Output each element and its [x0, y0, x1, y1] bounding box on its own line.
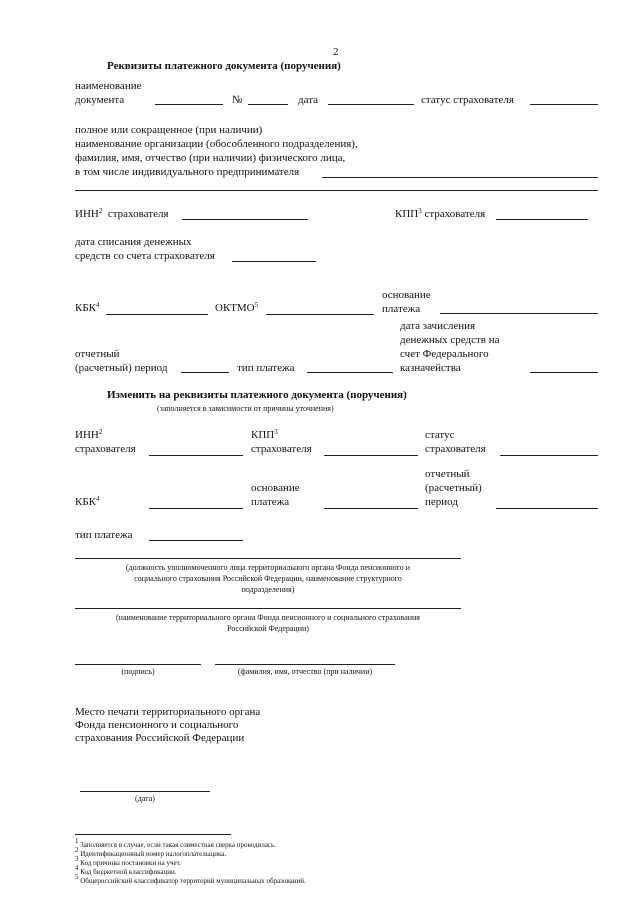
new-paytype-field[interactable]: [149, 540, 243, 541]
footnote-item: [75, 864, 177, 877]
inn-label: ИНН$^2$ страхователя: [75, 207, 169, 220]
new-status-label-1: статус: [425, 429, 455, 441]
debit-date-label-1: дата списания денежных: [75, 236, 192, 248]
page-number: 2: [333, 46, 339, 58]
kpp-label: КПП$^3$ страхователя: [395, 207, 486, 220]
new-status-field[interactable]: [500, 455, 598, 456]
footnote-separator: [75, 834, 231, 835]
footnote-number: 2: [75, 846, 79, 854]
doc-name-label-2: документа: [75, 94, 125, 106]
inn-field[interactable]: [182, 219, 308, 220]
new-basis-label-2: платежа: [251, 496, 290, 508]
footnote-text: Общероссийский классификатор территорий муниципальных образований.: [78, 877, 306, 885]
new-period-label-3: период: [425, 496, 458, 508]
footnote-item: [75, 837, 276, 850]
credit-date-label-2: денежных средств на: [400, 334, 500, 346]
basis-label-2: платежа: [382, 303, 421, 315]
footnote-item: [75, 846, 227, 859]
organ-caption-1: (наименование территориального органа Фонда пенсионного и социального страхования: [116, 613, 420, 622]
signature-field[interactable]: [75, 664, 201, 665]
footnote-number: 3: [75, 855, 79, 863]
new-inn-field[interactable]: [149, 455, 243, 456]
period-field[interactable]: [181, 372, 229, 373]
oktmo-label: ОКТМО$^5$: [215, 301, 259, 314]
org-label-4: в том числе индивидуального предпринимателя: [75, 166, 300, 178]
new-kpp-label: КПП$^3$: [251, 428, 278, 441]
sign-date-caption: (дата): [135, 794, 155, 803]
credit-date-label-1: дата зачисления: [400, 320, 476, 332]
position-caption-1: (должность уполномоченного лица территориального органа Фонда пенсионного и: [125, 563, 411, 572]
position-caption-2: социального страхования Российской Федерации, наименование структурного: [134, 574, 402, 583]
new-kpp-field[interactable]: [324, 455, 418, 456]
organ-caption-2: Российской Федерации): [227, 624, 309, 633]
footnote-item: [75, 855, 181, 868]
new-period-label-1: отчетный: [425, 468, 470, 480]
date-field[interactable]: [328, 104, 414, 105]
paytype-field[interactable]: [307, 372, 393, 373]
number-label: №: [232, 94, 243, 106]
organ-field[interactable]: [75, 608, 461, 609]
paytype-label: тип платежа: [237, 362, 295, 374]
kbk-field[interactable]: [106, 314, 208, 315]
position-field[interactable]: [75, 558, 461, 559]
footnote-number: 4: [75, 864, 79, 872]
new-inn-label-2: страхователя: [75, 443, 136, 455]
org-label-1: полное или сокращенное (при наличии): [75, 124, 263, 136]
new-kpp-label-2: страхователя: [251, 443, 312, 455]
doc-name-field[interactable]: [155, 104, 223, 105]
stamp-label-3: страхования Российской Федерации: [75, 732, 245, 744]
section2-subtitle: (заполняется в зависимости от причины уточнения): [157, 404, 334, 413]
basis-label-1: основание: [382, 289, 431, 301]
kbk-label: КБК$^4$: [75, 301, 100, 314]
footnote-text: Код причины постановки на учет.: [78, 859, 181, 867]
org-label-2: наименование организации (обособленного подразделения),: [75, 138, 358, 150]
footnote-text: Код бюджетной классификации.: [78, 868, 177, 876]
footnote-number: 1: [75, 837, 79, 845]
oktmo-field[interactable]: [266, 314, 374, 315]
new-period-label-2: (расчетный): [425, 482, 482, 494]
basis-field[interactable]: [440, 313, 598, 314]
sign-date-field[interactable]: [80, 791, 210, 792]
org-field[interactable]: [322, 177, 598, 178]
new-basis-field[interactable]: [324, 508, 418, 509]
footnote-text: Идентификационный номер налогоплательщика.: [78, 850, 227, 858]
debit-date-field[interactable]: [232, 261, 316, 262]
position-caption-3: подразделения): [241, 585, 295, 594]
footnote-text: Заполняется в случае, если такая совместная сверка проводилась.: [78, 841, 276, 849]
period-label-2: (расчетный) период: [75, 362, 168, 374]
fio-caption: (фамилия, имя, отчество (при наличии): [237, 667, 373, 676]
footnote-number: 5: [75, 873, 79, 881]
stamp-label-1: Место печати территориального органа: [75, 706, 261, 718]
credit-date-label-3: счет Федерального: [400, 348, 489, 360]
stamp-label-2: Фонда пенсионного и социального: [75, 719, 239, 731]
signature-caption: (подпись): [121, 667, 155, 676]
org-field-continued[interactable]: [75, 190, 598, 191]
new-inn-label: ИНН$^2$: [75, 428, 103, 441]
kpp-field[interactable]: [496, 219, 588, 220]
status-field[interactable]: [530, 104, 598, 105]
new-kbk-label: КБК$^4$: [75, 495, 100, 508]
new-status-label-2: страхователя: [425, 443, 486, 455]
fio-field[interactable]: [215, 664, 395, 665]
date-label: дата: [298, 94, 319, 106]
debit-date-label-2: средств со счета страхователя: [75, 250, 215, 262]
footnote-item: [75, 873, 306, 886]
org-label-3: фамилия, имя, отчество (при наличии) физического лица,: [75, 152, 346, 164]
number-field[interactable]: [248, 104, 288, 105]
credit-date-field[interactable]: [530, 372, 598, 373]
new-paytype-label: тип платежа: [75, 529, 133, 541]
new-basis-label-1: основание: [251, 482, 300, 494]
status-label: статус страхователя: [421, 94, 514, 106]
period-label-1: отчетный: [75, 348, 120, 360]
section1-title: Реквизиты платежного документа (поручения): [107, 60, 341, 72]
section2-title: Изменить на реквизиты платежного документа (поручения): [107, 389, 407, 401]
doc-name-label-1: наименование: [75, 80, 142, 92]
new-kbk-field[interactable]: [149, 508, 243, 509]
new-period-field[interactable]: [496, 508, 598, 509]
credit-date-label-4: казначейства: [400, 362, 461, 374]
